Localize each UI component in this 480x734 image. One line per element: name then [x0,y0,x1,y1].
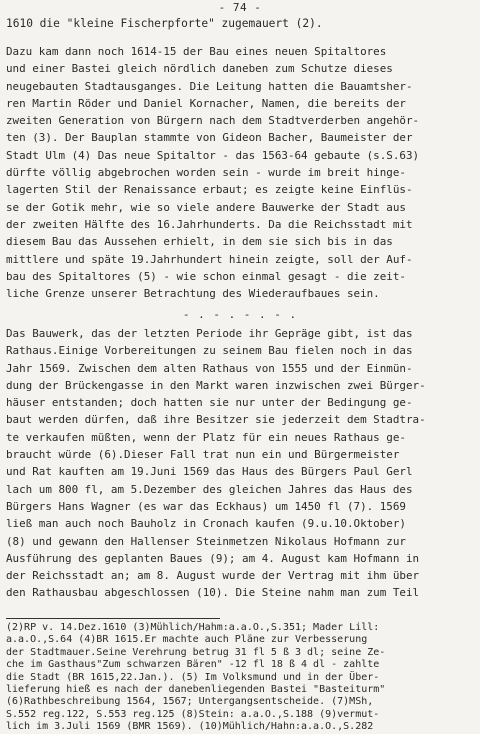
text-line: Rathaus.Einige Vorbereitungen zu seinem Bau fielen noch in das [6,344,413,358]
footnote-line: lich im 3.Juli 1569 (BMR 1569). (10)Mühlich/Hahn:a.a.O.,S.282 [6,721,374,733]
text-line: Das Bauwerk, das der letzten Periode ihr Gepräge gibt, ist das [6,327,413,340]
text-line: ren Martin Röder und Daniel Kornacher, Namen, die bereits der [6,96,406,110]
text-line: dung der Brückengasse in den Markt waren inzwischen zwei Bürger- [6,378,426,392]
footnote-line: S.552 reg.122, S.553 reg.125 (8)Stein: a.a.O.,S.188 (9)vermut- [6,708,380,720]
text-line: zweiten Generation von Bürgern nach dem Stadtverderben angehör- [6,114,420,128]
text-line: häuser entstanden; doch hatten sie nur unter der Bedingung ge- [6,396,413,410]
text-line: dürfte völlig abgebrochen worden sein - wurde im breit hinge- [6,166,406,180]
page-number: - 74 - [218,1,262,14]
text-line: (8) und gewann den Hallenser Steinmetzen Nikolaus Hofmann zur [6,534,406,548]
text-line: mittlere und späte 19.Jahrhundert hinein zeigte, soll der Auf- [6,252,413,266]
section-separator: - . - . - . - . [182,308,298,321]
footnote-line: (6)Rathbeschreibung 1564, 1567; Untergangsentscheide. (7)MSh, [6,696,374,708]
text-line: lagerten Stil der Renaissance erbaut; es zeigte keine Einflüs- [6,183,413,197]
text-line: baut werden dürfen, daß ihre Besitzer sie jederzeit dem Stadtra- [6,413,426,427]
footnote-line: lieferung hieß es nach der danebenliegenden Bastei "Basteiturm" [6,684,386,696]
footnote-line: che im Gasthaus"Zum schwarzen Bären" -12 fl 18 ß 4 dl - zahlte [6,659,380,671]
paragraph-spitaltor [6,43,474,302]
paragraph-rathaus [6,325,474,602]
text-line: Stadt Ulm (4) Das neue Spitaltor - das 1563-64 gebaute (s.S.63) [6,148,420,162]
text-line: und Rat kauften am 19.Juni 1569 das Haus des Bürgers Paul Gerl [6,465,413,479]
text-line: braucht würde (6).Dieser Fall trat nun ein und Bürgermeister [6,448,400,462]
heading-line: 1610 die "kleine Fischerpforte" zugemauert (2). [6,17,323,30]
footnote-line: die Stadt (BR 1615,22.Jan.). (5) Im Volksmund und in der Über- [6,671,380,683]
text-line: und einer Bastei gleich nördlich daneben zum Schutze dieses [6,62,393,76]
text-line: ten (3). Der Bauplan stammte von Gideon Bacher, Baumeister der [6,131,413,145]
text-line: diesem Bau das Aussehen erhielt, in dem sie sich bis in das [6,235,393,249]
footnotes [6,622,474,734]
text-line: Bürgers Hans Wagner (es war das Eckhaus) um 1450 fl (7). 1569 [6,499,406,513]
footnote-line: (2)RP v. 14.Dez.1610 (3)Mühlich/Hahm:a.a.O.,S.351; Mader Lill: [6,622,380,633]
footnote-rule [6,618,220,619]
text-line: bau des Spitaltores (5) - wie schon einmal gesagt - die zeit- [6,269,406,283]
text-line: den Rathausbau abgeschlossen (10). Die Steine nahm man zum Teil [6,586,420,600]
text-line: der Reichsstadt an; am 8. August wurde der Vertrag mit ihm über [6,569,420,583]
text-line: Dazu kam dann noch 1614-15 der Bau eines neuen Spitaltores [6,45,387,58]
text-line: se der Gotik mehr, wie so viele andere Bauwerke der Stadt aus [6,200,406,214]
text-line: neugebauten Stadtausganges. Die Leitung hatten die Bauamtsher- [6,79,413,93]
text-line: der zweiten Hälfte des 16.Jahrhunderts. Da die Reichsstadt mit [6,217,413,231]
text-line: lach um 800 fl, am 5.Dezember des gleichen Jahres das Haus des [6,482,413,496]
text-line: Jahr 1569. Zwischen dem alten Rathaus von 1555 und der Einmün- [6,361,413,375]
text-line: Ausführung des geplanten Baues (9); am 4. August kam Hofmann in [6,551,420,565]
footnote-line: der Stadtmauer.Seine Verehrung betrug 31 fl 5 ß 3 dl; seine Ze- [6,646,386,658]
footnote-line: a.a.O.,S.64 (4)BR 1615.Er machte auch Pläne zur Verbesserung [6,634,368,646]
text-line: liche Grenze unserer Betrachtung des Wiederaufbaues sein. [6,287,380,301]
text-line: te verkaufen müßten, wenn der Platz für ein neues Rathaus ge- [6,430,406,444]
text-line: ließ man auch noch Bauholz in Cronach kaufen (9.u.10.Oktober) [6,517,406,531]
